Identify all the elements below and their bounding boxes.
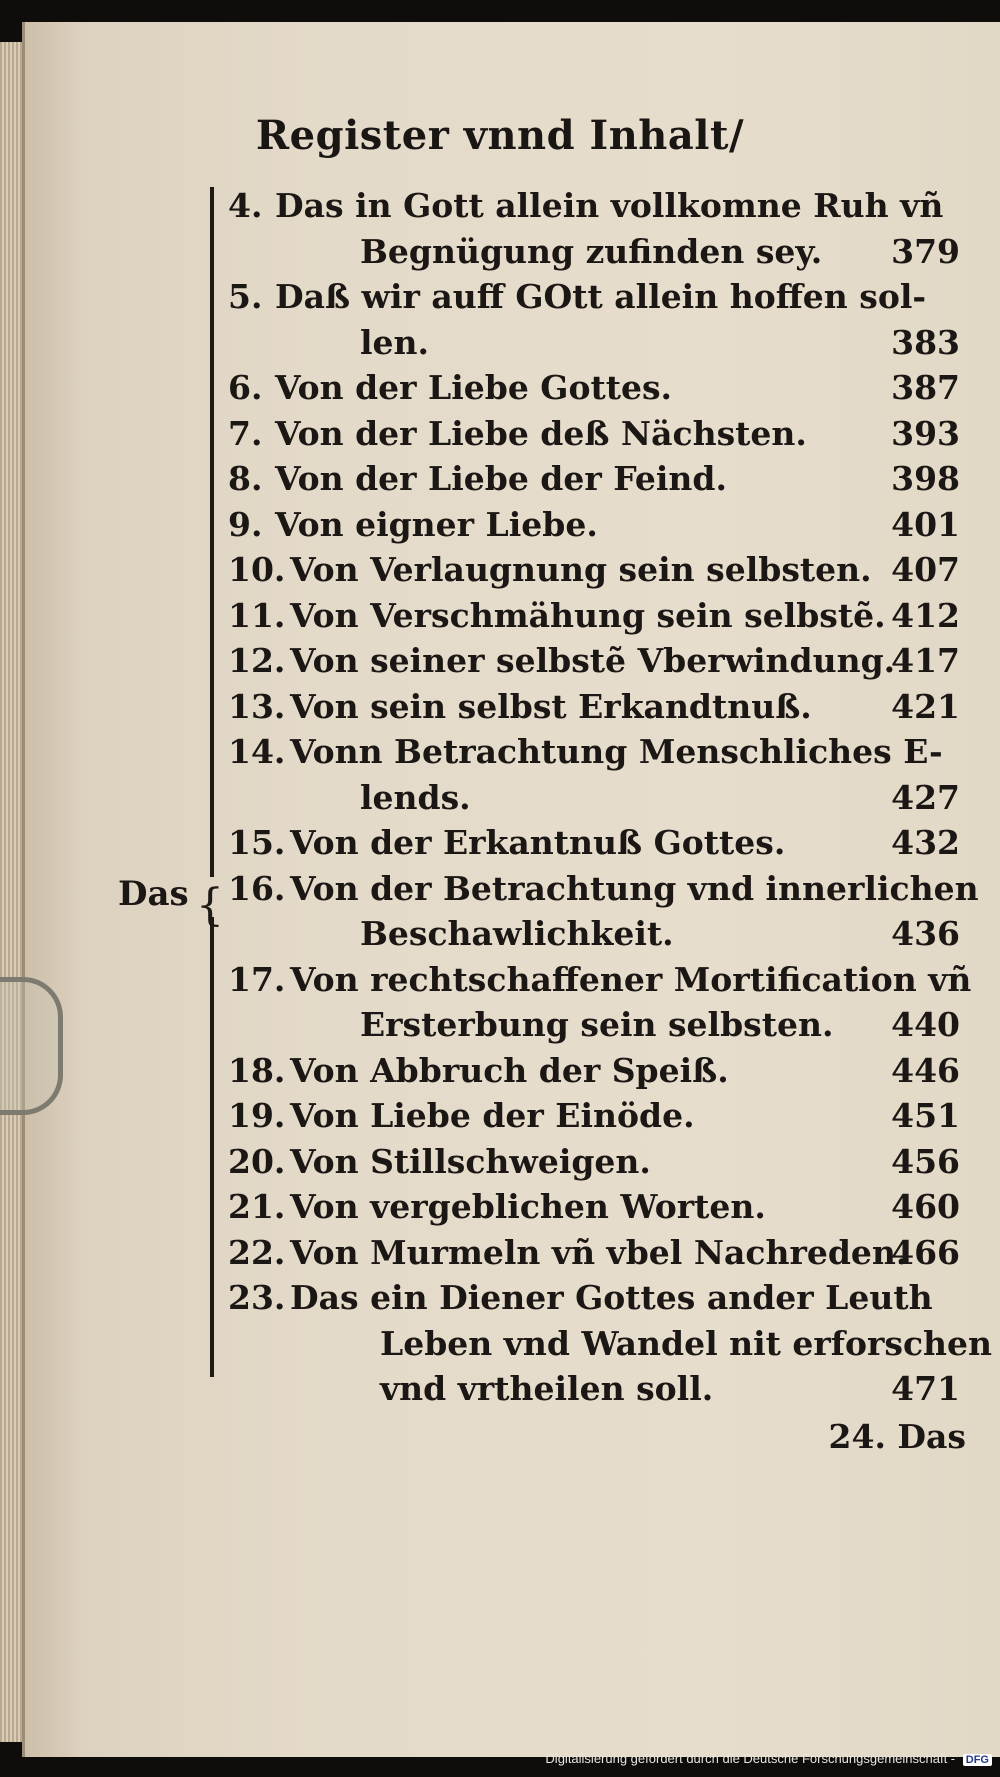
entry-page-number: 401	[891, 504, 960, 544]
entry-title: Von der Erkantnuß Gottes.	[290, 823, 786, 862]
toc-line	[0, 1138, 1000, 1186]
entry-page-number: 456	[891, 1141, 960, 1181]
entry-title: len.	[360, 322, 430, 362]
dfg-logo: DFG	[963, 1754, 992, 1766]
toc-line	[0, 728, 1000, 776]
toc-line	[0, 1320, 1000, 1368]
toc-line	[0, 364, 1000, 412]
toc-line	[0, 1229, 1000, 1277]
entry-page-number: 412	[891, 595, 960, 635]
entry-title: Daß wir auff GOtt allein hoffen sol-	[275, 277, 927, 316]
entry-title: Von sein selbst Erkandtnuß.	[290, 686, 812, 726]
entry-title: Von rechtschaffener Mortification vñ	[290, 959, 972, 999]
entry-title: Von Stillschweigen.	[290, 1141, 651, 1181]
side-label: Das	[118, 874, 189, 914]
entry-title: Von der Liebe der Feind.	[275, 459, 727, 498]
entry-number: 10.	[228, 550, 286, 589]
entry-number: 5.	[228, 277, 263, 316]
toc-line	[0, 910, 1000, 958]
entry-title: Leben vnd Wandel nit erforschen	[380, 1323, 993, 1363]
entry-title: Das in Gott allein vollkomne Ruh vñ	[275, 186, 944, 225]
catchword: 24. Das	[828, 1417, 966, 1456]
entry-number: 18.	[228, 1050, 286, 1090]
bracket-brace: {	[196, 880, 224, 931]
toc-line	[0, 819, 1000, 867]
entry-number: 11.	[228, 595, 286, 635]
toc-line	[0, 865, 1000, 913]
entry-number: 9.	[228, 504, 263, 544]
entry-number: 6.	[228, 368, 263, 407]
entry-page-number: 393	[891, 413, 960, 453]
entry-page-number: 417	[891, 641, 960, 680]
entry-page-number: 421	[891, 686, 960, 726]
entry-title: Von eigner Liebe.	[275, 504, 598, 544]
entry-title: Von der Liebe Gottes.	[275, 368, 673, 407]
toc-line	[0, 1001, 1000, 1049]
entry-page-number: 427	[891, 777, 960, 817]
toc-line	[0, 455, 1000, 503]
entry-page-number: 383	[891, 322, 960, 362]
toc-line	[0, 273, 1000, 321]
entry-page-number: 436	[891, 914, 960, 953]
toc-line	[0, 637, 1000, 685]
entry-title: Von Liebe der Einöde.	[290, 1096, 695, 1135]
toc-line	[0, 956, 1000, 1004]
entry-page-number: 440	[891, 1005, 960, 1044]
entry-page-number: 432	[891, 823, 960, 862]
toc-line	[0, 501, 1000, 549]
entry-page-number: 387	[891, 368, 960, 407]
entry-page-number: 451	[891, 1096, 960, 1135]
entry-number: 14.	[228, 732, 286, 771]
entry-title: Von seiner selbstẽ Vberwindung.	[290, 641, 896, 680]
entry-number: 21.	[228, 1187, 286, 1226]
toc-line	[0, 546, 1000, 594]
entry-number: 13.	[228, 686, 286, 726]
entry-title: vnd vrtheilen soll.	[380, 1369, 714, 1408]
entry-title: Beschawlichkeit.	[360, 914, 674, 953]
entry-number: 7.	[228, 413, 263, 453]
entry-title: Von der Betrachtung vnd innerlichen	[290, 868, 979, 908]
entry-title: Ersterbung sein selbsten.	[360, 1005, 834, 1044]
entry-page-number: 379	[891, 231, 960, 271]
entry-title: Von der Liebe deß Nächsten.	[275, 413, 807, 453]
toc-line	[0, 228, 1000, 276]
digitization-footer	[0, 1751, 1000, 1773]
page-header: Register vnnd Inhalt/	[255, 112, 745, 159]
toc-line	[0, 1092, 1000, 1140]
entry-title: lends.	[360, 777, 471, 817]
entry-title: Begnügung zufinden sey.	[360, 231, 823, 271]
entry-number: 19.	[228, 1096, 286, 1135]
entry-number: 8.	[228, 459, 263, 498]
entry-number: 22.	[228, 1232, 286, 1272]
entry-number: 12.	[228, 641, 286, 680]
book-page	[0, 22, 1000, 1757]
entry-number: 17.	[228, 959, 286, 999]
entry-title: Von Murmeln vñ vbel Nachreden.	[290, 1232, 908, 1272]
footer-text: Digitalisierung gefördert durch die Deutsche Forschungsgemeinschaft -	[545, 1751, 956, 1766]
entry-page-number: 446	[891, 1050, 960, 1090]
entry-number: 16.	[228, 868, 286, 908]
entry-title: Von vergeblichen Worten.	[290, 1187, 766, 1226]
toc-line	[0, 592, 1000, 640]
entry-page-number: 466	[891, 1232, 960, 1272]
entry-page-number: 460	[891, 1187, 960, 1226]
toc-line	[0, 683, 1000, 731]
entry-title: Vonn Betrachtung Menschliches E-	[290, 732, 943, 771]
entry-number: 20.	[228, 1141, 286, 1181]
toc-line	[0, 1047, 1000, 1095]
toc-line	[0, 1274, 1000, 1322]
entry-number: 23.	[228, 1278, 286, 1317]
entry-number: 4.	[228, 186, 263, 225]
entry-page-number: 407	[891, 550, 960, 589]
toc-line	[0, 1183, 1000, 1231]
entry-page-number: 398	[891, 459, 960, 498]
toc-line	[0, 1365, 1000, 1413]
toc-line	[0, 774, 1000, 822]
entry-title: Von Verlaugnung sein selbsten.	[290, 550, 872, 589]
entry-page-number: 471	[891, 1369, 960, 1408]
entry-title: Das ein Diener Gottes ander Leuth	[290, 1278, 933, 1317]
toc-line	[0, 319, 1000, 367]
entry-title: Von Verschmähung sein selbstẽ.	[290, 595, 886, 635]
entry-number: 15.	[228, 823, 286, 862]
entry-title: Von Abbruch der Speiß.	[290, 1050, 729, 1090]
toc-line	[0, 410, 1000, 458]
toc-line	[0, 182, 1000, 230]
